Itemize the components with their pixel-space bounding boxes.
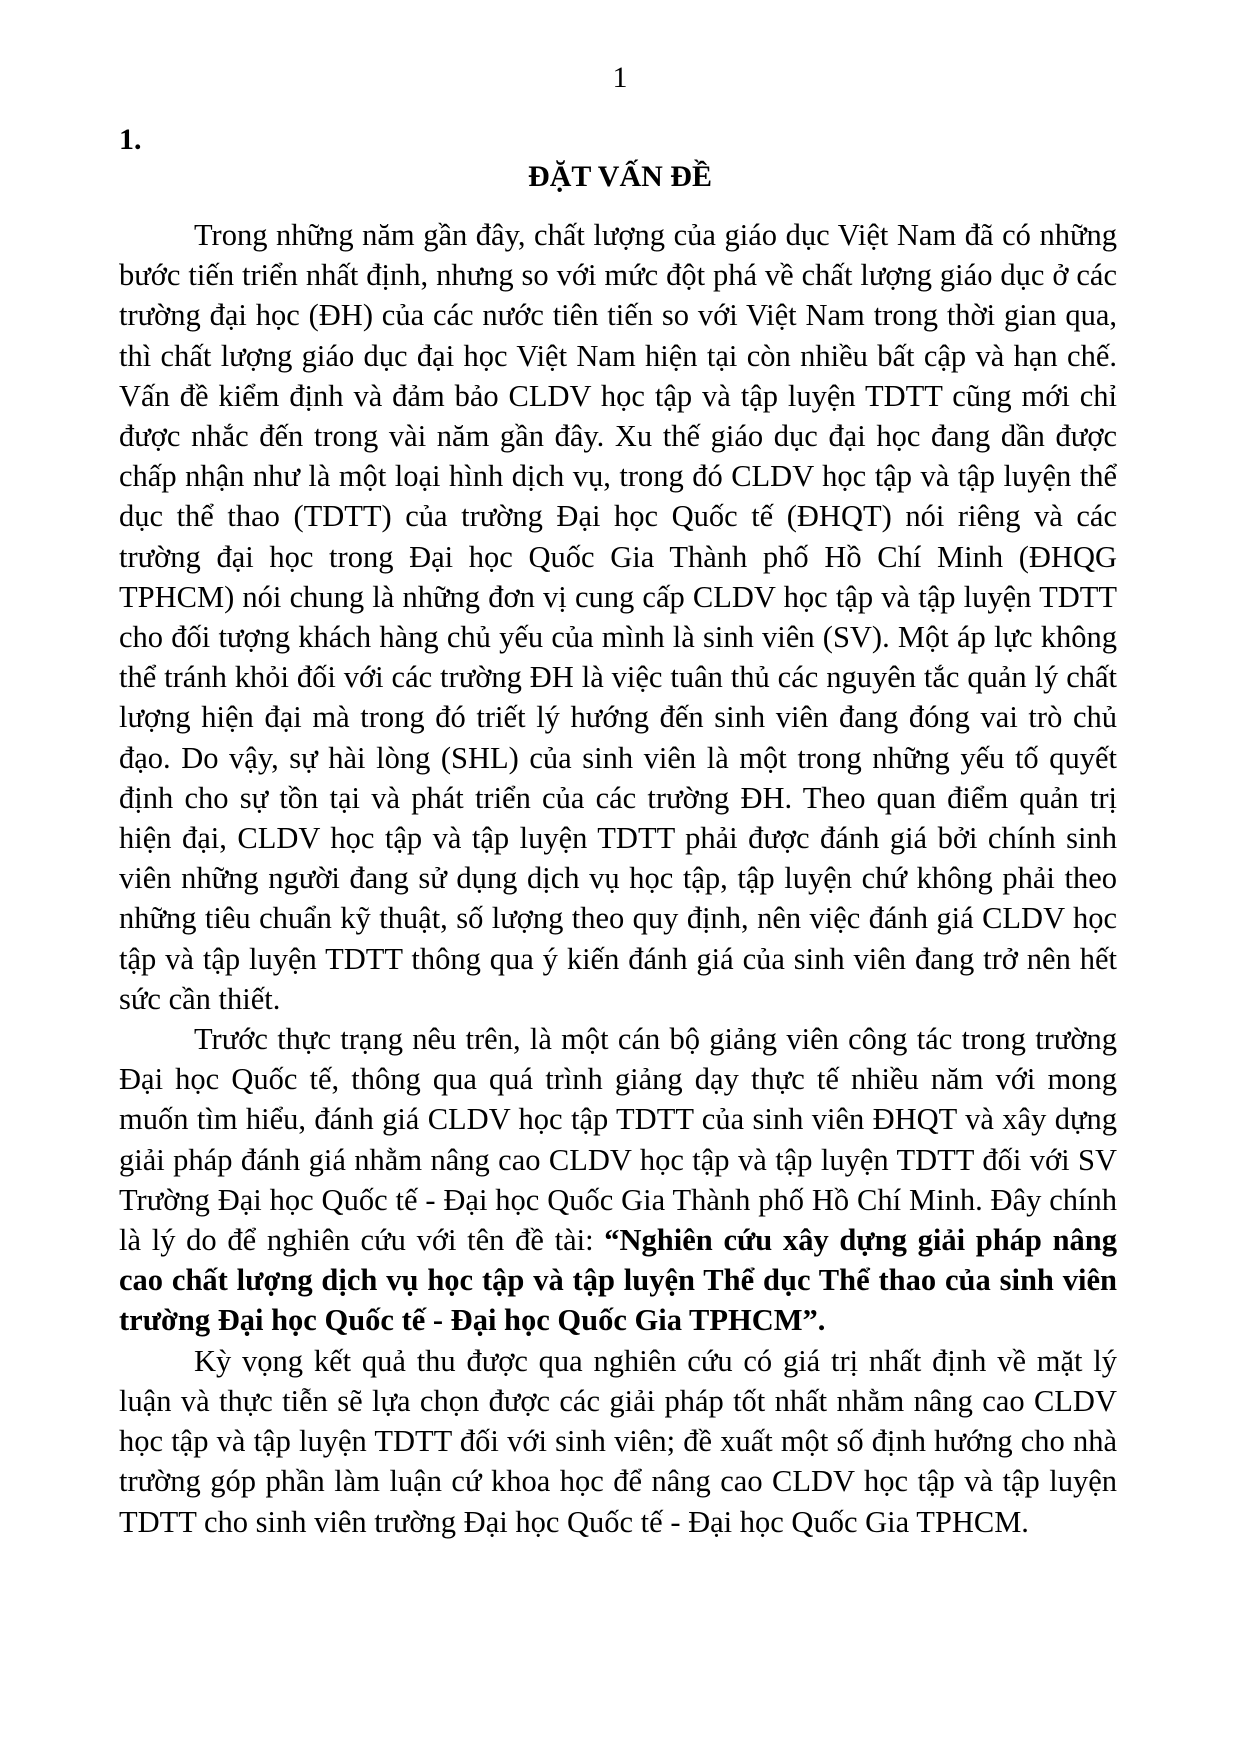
paragraph-research-rationale [119,1019,1117,1341]
paragraph-expected-results: Kỳ vọng kết quả thu được qua nghiên cứu có giá trị nhất định về mặt lý luận và thực tiễn sẽ lựa chọn được các giải pháp tốt nhất nhằm nâng cao CLDV học tập và tập luyện TDTT đối với sinh viên; đề xuất một số định hướng cho nhà trường góp phần làm luận cứ khoa học để nâng cao CLDV học tập và tập luyện TDTT cho sinh viên trường Đại học Quốc tế - Đại học Quốc Gia TPHCM. [119,1343,1117,1539]
section-title: ĐẶT VẤN ĐỀ [528,160,712,193]
section-number: 1. [119,123,142,156]
page-number: 1 [612,61,628,94]
paragraph-introduction: Trong những năm gần đây, chất lượng của giáo dục Việt Nam đã có những bước tiến triển nhất định, nhưng so với mức đột phá về chất lượng giáo dục ở các trường đại học (ĐH) của các nước tiên tiến so với Việt Nam trong thời gian qua, thì chất lượng giáo dục đại học Việt Nam hiện tại còn nhiều bất cập và hạn chế. Vấn đề kiểm định và đảm bảo CLDV học tập và tập luyện TDTT cũng mới chỉ được nhắc đến trong vài năm gần đây. Xu thế giáo dục đại học đang dần được chấp nhận như là một loại hình dịch vụ, trong đó CLDV học tập và tập luyện thể dục thể thao (TDTT) của trường Đại học Quốc tế (ĐHQT) nói riêng và các trường đại học trong Đại học Quốc Gia Thành phố Hồ Chí Minh (ĐHQG TPHCM) nói chung là những đơn vị cung cấp CLDV học tập và tập luyện TDTT cho đối tượng khách hàng chủ yếu của mình là sinh viên (SV). Một áp lực không thể tránh khỏi đối với các trường ĐH là việc tuân thủ các nguyên tắc quản lý chất lượng hiện đại mà trong đó triết lý hướng đến sinh viên đang đóng vai trò chủ đạo. Do vậy, sự hài lòng (SHL) của sinh viên là một trong những yếu tố quyết định cho sự tồn tại và phát triển của các trường ĐH. Theo quan điểm quản trị hiện đại, CLDV học tập và tập luyện TDTT phải được đánh giá bởi chính sinh viên những người đang sử dụng dịch vụ học tập, tập luyện chứ không phải theo những tiêu chuẩn kỹ thuật, số lượng theo quy định, nên việc đánh giá CLDV học tập và tập luyện TDTT thông qua ý kiến đánh giá của sinh viên đang trở nên hết sức cần thiết. [119,218,1117,1016]
document-body [119,215,1117,1542]
research-topic-title: “Nghiên cứu xây dựng giải pháp nâng cao chất lượng dịch vụ học tập và tập luyện Thể dục Thể thao của sinh viên trường Đại học Quốc tế - Đại học Quốc Gia TPHCM”. [119,1223,1118,1338]
rationale-text: Trước thực trạng nêu trên, là một cán bộ giảng viên công tác trong trường Đại học Quốc tế, thông qua quá trình giảng dạy thực tế nhiều năm với mong muốn tìm hiểu, đánh giá CLDV học tập TDTT của sinh viên ĐHQT và xây dựng giải pháp đánh giá nhằm nâng cao CLDV học tập và tập luyện TDTT đối với SV Trường Đại học Quốc tế - Đại học Quốc Gia Thành phố Hồ Chí Minh. Đây chính là lý do để nghiên cứu với tên đề tài: [119,1022,1117,1258]
